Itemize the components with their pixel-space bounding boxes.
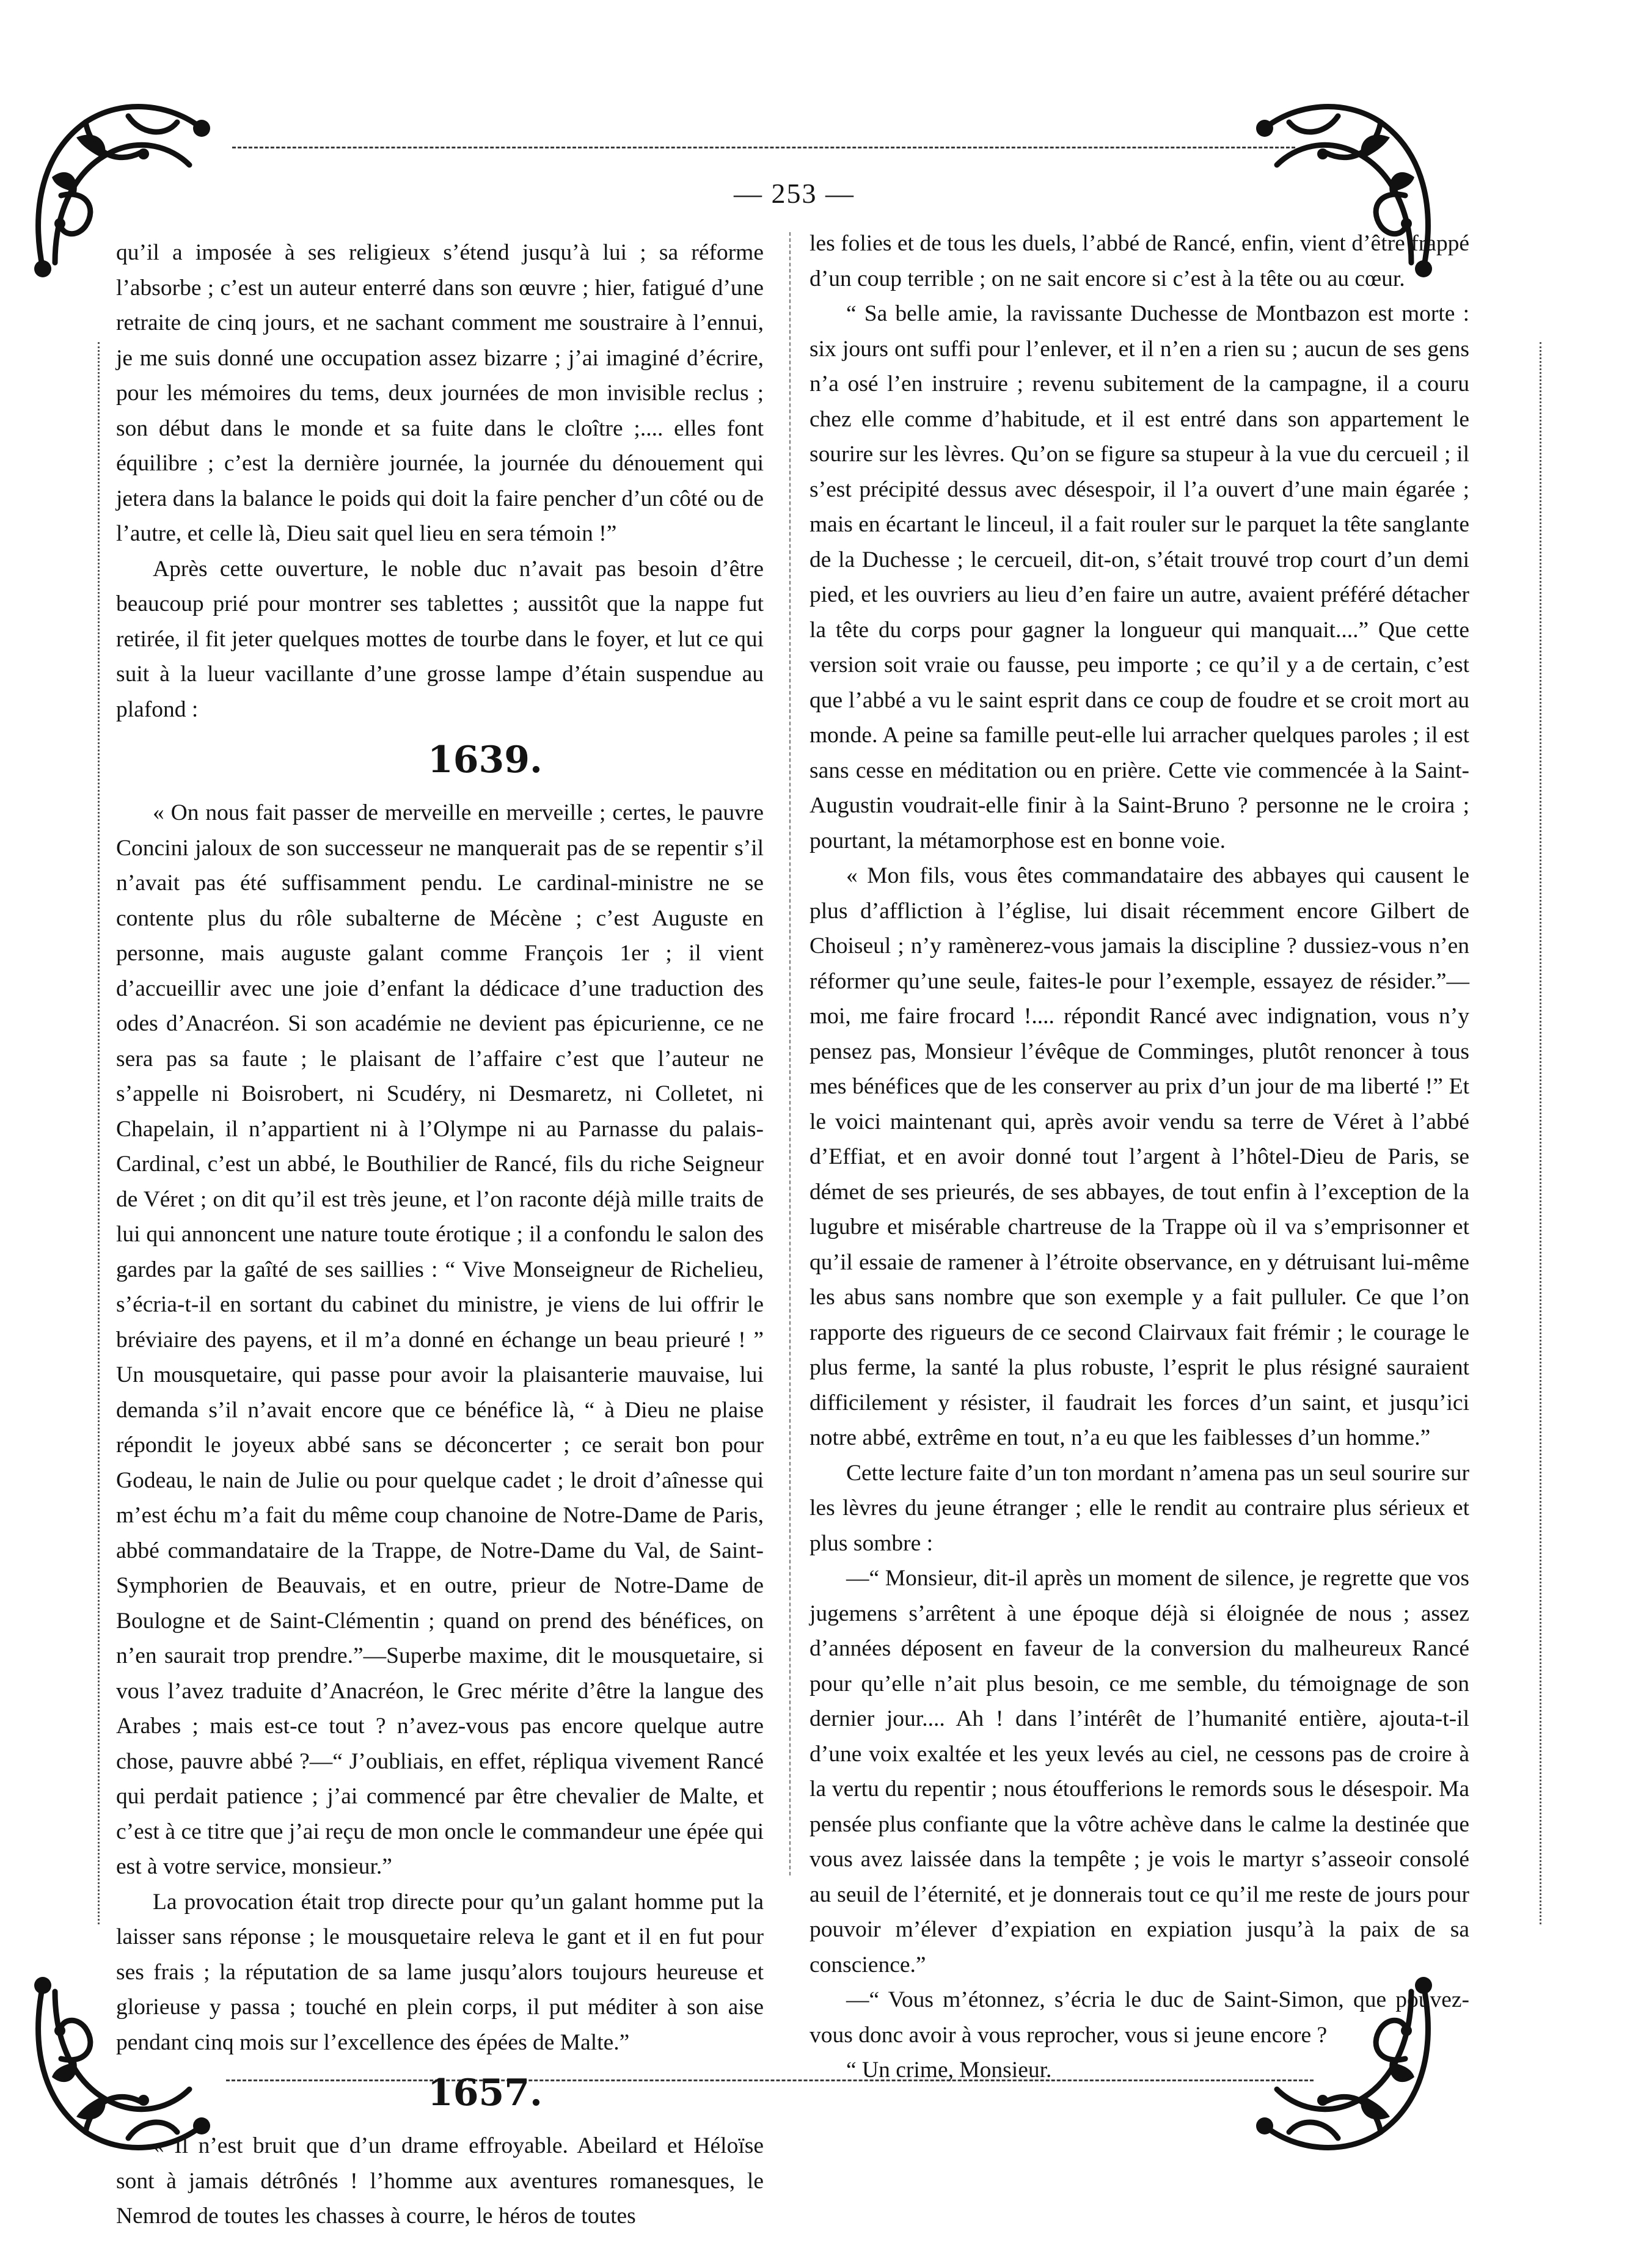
- paragraph-1639: « On nous fait passer de merveille en merveille ; certes, le pauvre Concini jaloux de son successeur ne manquerait pas de se repentir s’il n’avait pas été suffisamment pendu. Le cardinal-ministre ne se contente plus du rôle subalterne de Mécène ; c’est Auguste en personne, mais auguste galant comme François 1er ; il vient d’accueillir avec une joie d’enfant la dédicace d’une traduction des odes d’Anacréon. Si son académie ne devient pas épicurienne, ce ne sera pas sa faute ; le plaisant de l’affaire c’est que l’auteur ne s’appelle ni Boisrobert, ni Scudéry, ni Desmaretz, ni Colletet, ni Chapelain, il n’appartient ni à l’Olympe ni au Parnasse du palais-Cardinal, c’est un abbé, le Bouthilier de Rancé, fils du riche Seigneur de Véret ; on dit qu’il est très jeune, et l’on raconte déjà mille traits de lui qui annoncent une nature toute érotique ; il a confondu le salon des gardes par la gaîté de ses saillies : “ Vive Monseigneur de Richelieu, s’écria-t-il en sortant du cabinet du ministre, je viens de lui offrir le bréviaire des payens, et il m’a donné en échange un beau prieuré ! ” Un mousquetaire, qui passe pour avoir la plaisanterie mauvaise, lui demanda s’il n’avait encore que ce bénéfice là, “ à Dieu ne plaise répondit le joyeux abbé sans se déconcerter ; ce serait bon pour Godeau, le nain de Julie ou pour quelque cadet ; le droit d’aînesse qui m’est échu m’a fait du même coup chanoine de Notre-Dame de Paris, abbé commandataire de la Trappe, de Notre-Dame du Val, de Saint-Symphorien de Beauvais, et en outre, prieur de Notre-Dame de Boulogne et de Saint-Clémentin ; quand on prend des bénéfices, on n’en saurait trop prendre.”—Superbe maxime, dit le mousquetaire, si vous l’avez traduite d’Anacréon, le Grec mérite d’être la langue des Arabes ; mais est-ce tout ? n’avez-vous pas encore quelque autre chose, pauvre abbé ?—“ J’oubliais, en effet, répliqua vivement Rancé qui perdait patience ; j’ai commencé par être chevalier de Malte, et c’est à ce titre que j’ai reçu de mon oncle le commandeur une épée qui est à votre service, monsieur.”: [116, 800, 764, 1879]
- left-column: [116, 235, 764, 2234]
- top-border-rule: [232, 147, 1295, 148]
- page-number: — 253 —: [734, 178, 855, 209]
- paragraph-etonnez: —“ Vous m’étonnez, s’écria le duc de Saint-Simon, que pouvez-vous donc avoir à vous reprocher, vous si jeune encore ?: [810, 1987, 1469, 2048]
- year-heading-1657: 1657.: [428, 2072, 543, 2114]
- paragraph-after-opening: Après cette ouverture, le noble duc n’avait pas besoin d’être beaucoup prié pour montrer ses tablettes ; aussitôt que la nappe fut retirée, il fit jeter quelques mottes de tourbe dans le foyer, et lut ce qui suit à la lueur vacillante d’une grosse lampe d’étain suspendue au plafond :: [116, 556, 764, 722]
- paragraph-crime: “ Un crime, Monsieur.: [846, 2058, 1052, 2083]
- paragraph-intro: qu’il a imposée à ses religieux s’étend jusqu’à lui ; sa réforme l’absorbe ; c’est un auteur enterré dans son œuvre ; hier, fatigué d’une retraite de cinq jours, et ne sachant comment me soustraire à l’ennui, je me suis donné une occupation assez bizarre ; j’ai imaginé d’écrire, pour les mémoires du tems, deux journées de mon invisible reclus ; son début dans le monde et sa fuite dans le cloître ;.... elles font équilibre ; c’est la dernière journée, la journée du dénouement qui jetera dans la balance le poids qui doit la faire pencher d’un côté ou de l’autre, et celle là, Dieu sait quel lieu en sera témoin !”: [116, 240, 764, 546]
- right-border-rule: [1540, 342, 1541, 1924]
- paragraph-duchess: “ Sa belle amie, la ravissante Duchesse de Montbazon est morte : six jours ont suffi pour l’enlever, et il n’en a rien su ; aucun de ses gens n’a osé l’en instruire ; revenu subitement de la campagne, il a couru chez elle comme d’habitude, et il est entré dans son appartement le sourire sur les lèvres. Qu’on se figure sa stupeur à la vue du cercueil ; il s’est précipité dessus avec désespoir, il l’a ouvert d’une main égarée ; mais en écartant le linceul, il a fait rouler sur le parquet la tête sanglante de la Duchesse ; le cercueil, dit-on, s’était trouvé trop court d’un demi pied, et les ouvriers au lieu d’en faire un autre, avaient préféré détacher la tête du corps pour gagner la longueur qui manquait....” Que cette version soit vraie ou fausse, peu importe ; ce qu’il y a de certain, c’est que l’abbé a vu le saint esprit dans ce coup de foudre et se croit mort au monde. A peine sa famille peut-elle lui arracher quelques paroles ; il est sans cesse en méditation ou en prière. Cette vie commencée à la Saint-Augustin voudrait-elle finir à la Saint-Bruno ? personne ne le croira ; pourtant, la métamorphose est en bonne voie.: [810, 301, 1469, 853]
- year-heading-1639: 1639.: [428, 739, 543, 781]
- paragraph-monsieur: —“ Monsieur, dit-il après un moment de silence, je regrette que vos jugemens s’arrêtent à une époque déjà si éloignée de nous ; assez d’années déposent en faveur de la conversion du malheureux Rancé pour qu’elle n’ait plus besoin, ce me semble, du témoignage de son dernier jour.... Ah ! dans l’intérêt de l’humanité entière, ajouta-t-il d’une voix exaltée et les yeux levés au ciel, ne cessons pas de croire à la vertu du repentir ; nous étoufferions le remords sous le désespoir. Ma pensée plus confiante que la vôtre achève dans le calme la destinée que vous avez laissée dans la tempête ; je vois le martyr s’asseoir consolé au seuil de l’éternité, et je donnerais tout ce qu’il me reste de jours pour pouvoir m’élever d’expiation en expiation jusqu’à la paix de sa conscience.”: [810, 1566, 1469, 1977]
- left-border-rule: [98, 342, 100, 1924]
- paragraph-continuation: les folies et de tous les duels, l’abbé de Rancé, enfin, vient d’être frappé d’un coup terrible ; on ne sait encore si c’est à la tête ou au cœur.: [810, 231, 1469, 291]
- paragraph-mon-fils: « Mon fils, vous êtes commandataire des abbayes qui causent le plus d’affliction à l’église, lui disait récemment encore Gilbert de Choiseul ; n’y ramènerez-vous jamais la discipline ? dussiez-vous n’en réformer qu’une seule, faites-le pour l’exemple, essayez de résider.”—moi, me faire frocard !.... répondit Rancé avec indignation, vous n’y pensez pas, Monsieur l’évêque de Comminges, plutôt renoncer à tous mes bénéfices que de les conserver au prix d’un jour de ma liberté !” Et le voici maintenant qui, après avoir vendu sa terre de Véret à l’abbé d’Effiat, et en avoir donné tout l’argent à l’hôtel-Dieu de Paris, se démet de ses prieurés, de ses abbayes, de tout enfin à l’exception de la lugubre et misérable chartreuse de la Trappe où il va s’emprisonner et qu’il essaie de ramener à l’étroite observance, en y détruisant lui-même les abus sans nombre que son exemple y a fait pulluler. Ce que l’on rapporte des rigueurs de ce second Clairvaux fait frémir ; le courage le plus ferme, la santé la plus robuste, l’esprit le plus résigné sauraient difficilement y résister, il faudrait les forces d’un saint, et jusqu’ici notre abbé, extrême en tout, n’a eu que les faiblesses d’un homme.”: [810, 863, 1469, 1450]
- paragraph-lecture: Cette lecture faite d’un ton mordant n’amena pas un seul sourire sur les lèvres du jeune étranger ; elle le rendit au contraire plus sérieux et plus sombre :: [810, 1460, 1469, 1556]
- right-column: [810, 226, 1469, 2088]
- column-divider: [789, 232, 791, 1875]
- paragraph-provocation: La provocation était trop directe pour qu’un galant homme put la laisser sans réponse ; le mousquetaire releva le gant et il en fut pour ses frais ; la réputation de sa lame jusqu’alors toujours heureuse et glorieuse y passa ; touché en plein corps, il put méditer à son aise pendant cinq mois sur l’excellence des épées de Malte.”: [116, 1889, 764, 2055]
- paragraph-1657: « Il n’est bruit que d’un drame effroyable. Abeilard et Héloïse sont à jamais détrônés ! l’homme aux aventures romanesques, le Nemrod de toutes les chasses à courre, le héros de toutes: [116, 2133, 764, 2229]
